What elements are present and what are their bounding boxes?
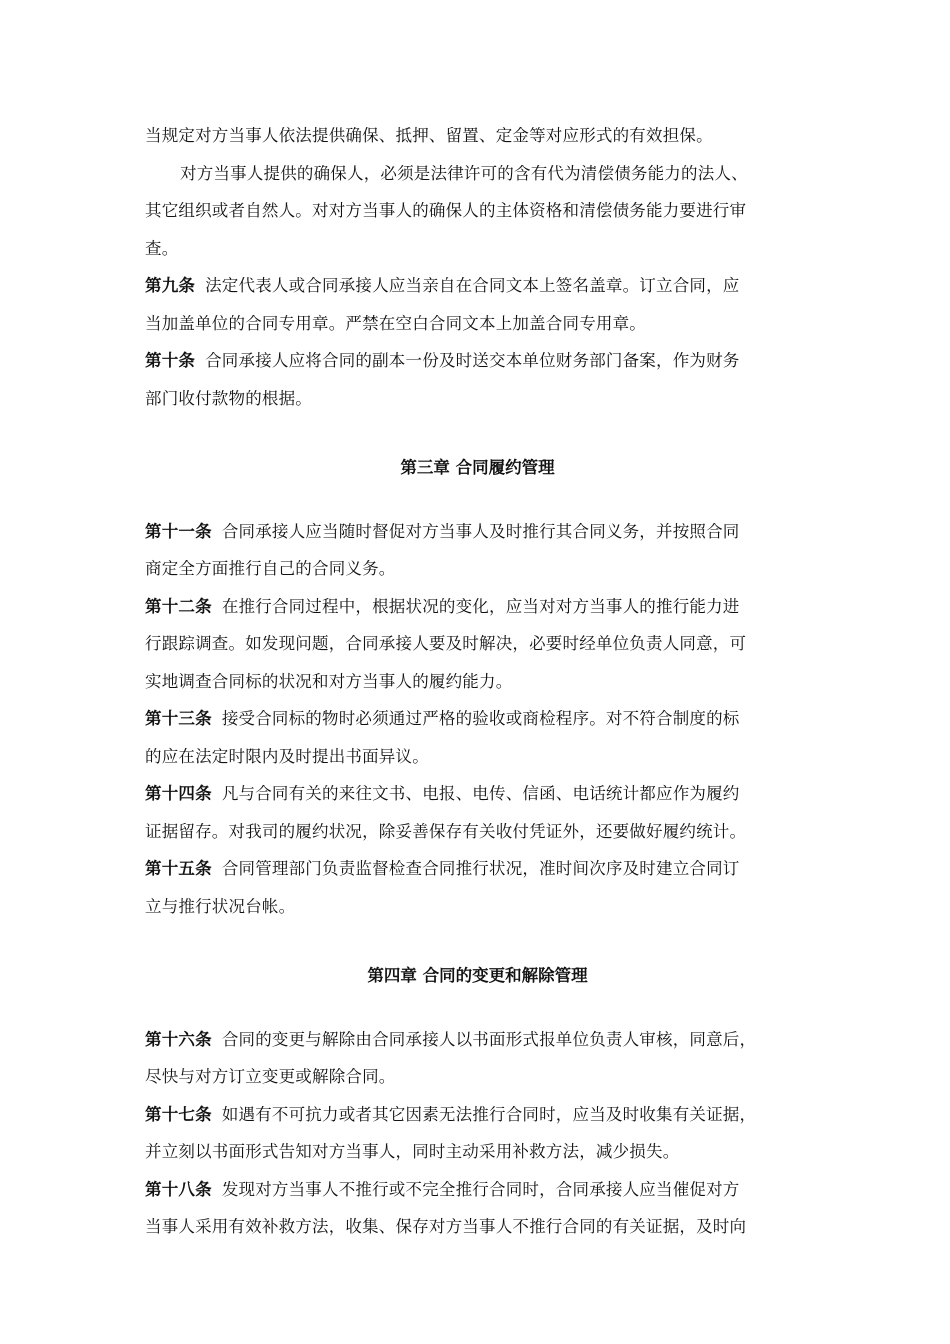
article-text: 尽快与对方订立变更或解除合同。 (145, 1067, 396, 1086)
article-text: 合同承接人应当随时督促对方当事人及时推行其合同义务，并按照合同 (221, 521, 740, 541)
article-18 (145, 1171, 810, 1246)
article-text: 合同管理部门负责监督检查合同推行状况，准时间次序及时建立合同订 (221, 859, 740, 878)
article-label: 第十八条 (145, 1179, 212, 1199)
article-text: 实地调查合同标的状况和对方当事人的履约能力。 (145, 671, 513, 691)
article-label: 第十条 (145, 351, 196, 370)
article-16 (145, 1021, 810, 1096)
article-text: 当加盖单位的合同专用章。严禁在空白合同文本上加盖合同专用章。 (145, 313, 646, 333)
article-text: 部门收付款物的根据。 (145, 388, 312, 408)
chapter-heading: 第四章 合同的变更和解除管理 (367, 966, 588, 985)
article-label: 第十五条 (145, 859, 212, 878)
article-label: 第十二条 (145, 596, 212, 616)
article-text: 凡与合同有关的来往文书、电报、电传、信函、电话统计都应作为履约 (221, 784, 740, 803)
article-14 (145, 775, 810, 850)
article-text: 当事人采用有效补救方法，收集、保存对方当事人不推行合同的有关证据，及时向 (145, 1217, 747, 1236)
article-text: 在推行合同过程中，根据状况的变化，应当对对方当事人的推行能力进 (221, 596, 740, 616)
article-text: 发现对方当事人不推行或不完全推行合同时，合同承接人应当催促对方 (221, 1179, 740, 1199)
article-12 (145, 588, 810, 701)
paragraph-line: 对方当事人提供的确保人，必须是法律许可的含有代为清偿债务能力的法人、 (180, 163, 748, 183)
article-9 (145, 267, 810, 342)
article-label: 第十七条 (145, 1104, 212, 1124)
article-label: 第十六条 (145, 1029, 212, 1049)
article-text: 立与推行状况台帐。 (145, 896, 296, 916)
document-page (145, 117, 810, 1246)
article-text: 的应在法定时限内及时提出书面异议。 (145, 746, 429, 766)
article-17 (145, 1096, 810, 1171)
article-text: 法定代表人或合同承接人应当亲自在合同文本上签名盖章。订立合同，应 (205, 276, 740, 295)
paragraph-line: 查。 (145, 238, 179, 258)
paragraph-line: 其它组织或者自然人。对对方当事人的确保人的主体资格和清偿债务能力要进行审 (145, 201, 747, 220)
article-label: 第十三条 (145, 709, 212, 728)
article-text: 接受合同标的物时必须通过严格的验收或商检程序。对不符合制度的标 (221, 709, 740, 728)
article-text: 合同的变更与解除由合同承接人以书面形式报单位负责人审核，同意后， (221, 1029, 757, 1049)
article-15 (145, 850, 810, 925)
article-text: 商定全方面推行自己的合同义务。 (145, 559, 396, 578)
article-text: 如遇有不可抗力或者其它因素无法推行合同时，应当及时收集有关证据， (221, 1104, 757, 1124)
chapter-heading: 第三章 合同履约管理 (400, 458, 555, 477)
article-label: 第九条 (145, 276, 196, 295)
article-text: 证据留存。对我司的履约状况，除妥善保存有关收付凭证外，还要做好履约统计。 (145, 821, 747, 841)
continued-text-line: 当规定对方当事人依法提供确保、抵押、留置、定金等对应形式的有效担保。 (145, 126, 713, 145)
article-label: 第十四条 (145, 784, 212, 803)
article-13 (145, 700, 810, 775)
article-11 (145, 513, 810, 588)
article-text: 合同承接人应将合同的副本一份及时送交本单位财务部门备案，作为财务 (205, 351, 740, 370)
paragraph-guarantor (145, 155, 810, 268)
article-text: 并立刻以书面形式告知对方当事人，同时主动采用补救方法，减少损失。 (145, 1142, 680, 1161)
article-10 (145, 342, 810, 417)
article-text: 行跟踪调查。如发现问题，合同承接人要及时解决，必要时经单位负责人同意，可 (145, 634, 747, 653)
article-label: 第十一条 (145, 521, 212, 541)
